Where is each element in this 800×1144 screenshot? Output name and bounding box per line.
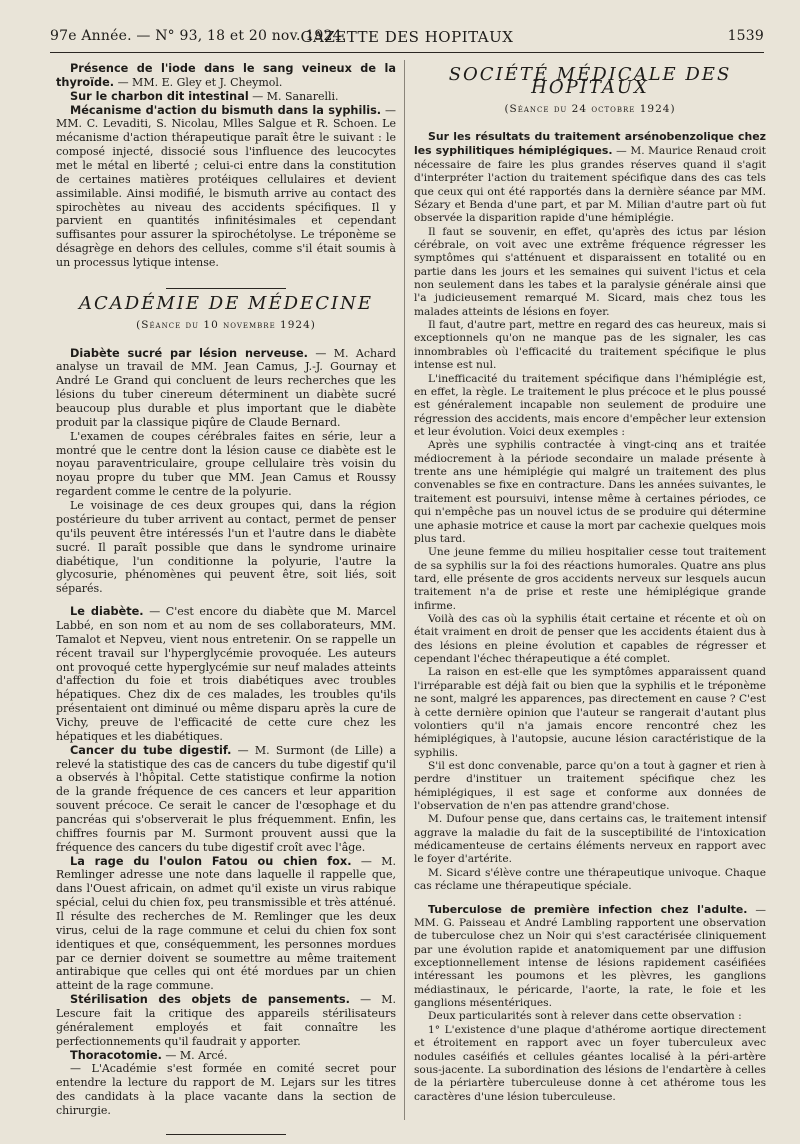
section-date: (Séance du 10 novembre 1924) bbox=[136, 318, 316, 331]
article-rage: La rage du l'oulon Fatou ou chien fox. — M. Remlinger adresse une note dans laquelle il rappelle que, dans l'Ouest africain, on admet qu'il existe un virus rabique spécial, celui du chien fox, peu transmissible et très atténué. Il résulte des recherches de M. Remlinger que les deux virus, celui de la rage commune et celui du chien fox sont identiques et que, conséquemment, les personnes mordues par ce dernier doivent se soumettre au même traitement antirabique que celles qui ont été mordues par un chien atteint de la rage commune. bbox=[56, 854, 396, 993]
section-academie bbox=[56, 288, 396, 333]
article-arsenobenzol: Sur les résultats du traitement arsénobenzolique chez les syphilitiques hémiplégiques. — M. Maurice Renaud croit nécessaire de faire les plus grandes réserves quand il s'agit d'interpréter l'action du traitement spécifique dans des cas tels que ceux qui ont été rapportés dans la dernière séance par MM. Sézary et Benda d'une part, et par M. Milian d'autre part où fut observée la disparition rapide d'une hémiplégie. Il faut se souvenir, en effet, qu'après des ictus par lésion cérébrale, on voit avec une extrême fréquence régresser les symptômes qui s'atténuent et disparaissent en totalité ou en partie dans les jours et les semaines qui suivent l'ictus et cela non seulement dans les tabes et la paralysie générale ainsi que l'a judicieusement remarqué M. Sicard, mais chez tous les malades atteints de lésions en foyer. Il faut, d'autre part, mettre en regard des cas heureux, mais si exceptionnels qu'on ne manque pas de les signaler, les cas innombrables où l'efficacité du traitement spécifique le plus intense est nul. L'inefficacité du traitement spécifique dans l'hémiplégie est, en effet, la règle. Le traitement le plus précoce et le plus poussé est généralement incapable non seulement de produire une régression des accidents, mais encore d'empêcher leur extension et leur évolution. Voici deux exemples : Après une syphilis contractée à vingt-cinq ans et traitée médiocrement à la période secondaire un malade présente à trente ans une hémiplégie qui malgré un traitement des plus convenables se fixe en contracture. Dans les années suivantes, le traitement est poursuivi, intense même à certaines périodes, ce qui n'empêche pas un nouvel ictus de se produire qui détermine une aphasie motrice et cause la mort par cachexie quelques mois plus tard. Une jeune femme du milieu hospitalier cesse tout traitement de sa syphilis sur la foi des réactions humorales. Quatre ans plus tard, elle présente de gros accidents nerveux sur lesquels aucun traitement n'a de prise et reste une hémiplégique grande infirme. Voilà des cas où la syphilis était certaine et récente et où on était vraiment en droit de penser que les accidents étaient dus à des lésions en pleine évolution et capables de régresser et cependant l'échec thérapeutique a été complet. La raison en est-elle que les symptômes apparaissent quand l'irréparable est déjà fait ou bien que la syphilis et le tréponème ne sont, malgré les apparences, pas directement en cause ? C'est à cette dernière opinion que l'auteur se rangerait d'autant plus volontiers qu'il n'a jamais encore rencontré chez les hémiplégiques, à l'autopsie, aucune lésion caractéristique de la syphilis. S'il est donc convenable, parce qu'on a tout à gagner et rien à perdre d'instituer un traitement spécifique chez les hémiplégiques, il est sage et conforme aux données de l'observation de n'en pas attendre grand'chose. M. Dufour pense que, dans certains cas, le traitement intensif aggrave la maladie du fait de la susceptibilité de l'intoxication médicamenteuse de certains éléments nerveux en rapport avec le foyer d'artérite. M. Sicard s'élève contre une thérapeutique univoque. Chaque cas réclame une thérapeutique spéciale. bbox=[414, 130, 766, 893]
journal-title: GAZETTE DES HOPITAUX bbox=[300, 28, 514, 46]
article-comite-secret: — L'Académie s'est formée en comité secret pour entendre la lecture du rapport de M. Lejars sur les titres des candidats à la place vacante dans la section de chirurgie. bbox=[56, 1062, 396, 1118]
column-divider bbox=[404, 60, 405, 1120]
right-column bbox=[414, 62, 766, 1113]
left-column bbox=[56, 62, 396, 1135]
section-date: (Séance du 24 octobre 1924) bbox=[504, 102, 676, 115]
header-rule bbox=[50, 52, 764, 53]
article-diabete-nerveux: Diabète sucré par lésion nerveuse. — M. Achard analyse un travail de MM. Jean Camus, J.-J. Gournay et André Le Grand qui concluent de leurs recherches que les lésions du tuber cinereum déterminent un diabète sucré beaucoup plus durable et plus important que le diabète produit par la classique piqûre de Claude Bernard. L'examen de coupes cérébrales faites en série, leur a montré que le centre dont la lésion cause ce diabète est le noyau paraventriculaire, groupe cellulaire très voisin du noyau propre du tuber que MM. Jean Camus et Roussy regardent comme le centre de la polyurie. Le voisinage de ces deux groupes qui, dans la région postérieure du tuber arrivent au contact, permet de penser qu'ils peuvent être intéressés l'un et l'autre dans le diabète sucré. Il paraît possible que dans le syndrome urinaire diabétique, l'un conditionne la polyurie, l'autre la glycosurie, phénomènes qui peuvent être, soit liés, soit séparés. bbox=[56, 346, 396, 596]
page-header bbox=[50, 28, 764, 50]
article-bismuth: Mécanisme d'action du bismuth dans la syphilis. — MM. C. Levaditi, S. Nicolau, Mlles Salgue et R. Schoen. Le mécanisme d'action thérapeutique paraît être le suivant : le composé injecté, dissocié sous l'influence des leucocytes met le métal en liberté ; celui-ci entre dans la constitution de certaines matières protéiques cellulaires et devient assimilable. Ainsi modifié, le bismuth arrive au contact des spirochètes au niveau des accidents spécifiques. Il y parvient en quantités infinitésimales et cependant suffisantes pour assurer la spirochétolyse. Le tréponème se désagrège en dehors des cellules, comme s'il était soumis à un processus lytique intense. bbox=[56, 103, 396, 270]
end-rule bbox=[166, 1134, 286, 1135]
article-cancer: Cancer du tube digestif. — M. Surmont (de Lille) a relevé la statistique des cas de cancers du tube digestif qu'il a observés à l'hôpital. Cette statistique confirme la notion de la grande fréquence de ces cancers et leur apparition souvent précoce. Ce serait le cancer de l'œsophage et du pancréas qui s'observerait le plus fréquemment. Enfin, les chiffres fournis par M. Surmont prouvent aussi que la fréquence des cancers du tube digestif croît avec l'âge. bbox=[56, 743, 396, 854]
article-sterilisation: Stérilisation des objets de pansements. — M. Lescure fait la critique des appareils stérilisateurs généralement employés et fait connaître les perfectionnements qu'il faudrait y apporter. bbox=[56, 993, 396, 1048]
article-charbon: Sur le charbon dit intestinal — M. Sanarelli. bbox=[70, 89, 339, 103]
section-rule bbox=[166, 288, 286, 289]
article-tuberculose: Tuberculose de première infection chez l'adulte. — MM. G. Paisseau et André Lambling rapportent une observation de tuberculose chez un Noir qui s'est caractérisée cliniquement par une évolution rapide et anatomiquement par une diffusion exceptionnellement intense de lésions rapidement caséifiées intéressant les poumons et les plèvres, les ganglions médiastinaux, le péricarde, l'aorte, la rate, le foie et les ganglions mésentériques. Deux particularités sont à relever dans cette observation : 1° L'existence d'une plaque d'athérome aortique directement et étroitement en rapport avec un foyer tuberculeux avec nodules caséifiés et cellules géantes localisé à la péri-artère sous-jacente. La subordination des lésions de l'endartère à celles de la périartère tuberculeuse donne à cet athérome tous les caractères d'une lésion tuberculeuse. bbox=[414, 902, 766, 1103]
issue-info: 97e Année. — N° 93, 18 et 20 nov. 1924. bbox=[50, 28, 347, 44]
page-number: 1539 bbox=[727, 28, 764, 44]
article-diabete: Le diabète. — C'est encore du diabète que M. Marcel Labbé, en son nom et au nom de ses collaborateurs, MM. Tamalot et Nepveu, vient nous entretenir. On se rappelle un récent travail sur l'hyperglycémie provoquée. Les auteurs ont provoqué cette hyperglycémie sur neuf malades atteints d'affection du foie et trois diabétiques avec troubles hépatiques. Chez dix de ces malades, les troubles qu'ils présentaient ont diminué ou même disparu après la cure de Vichy, preuve de l'efficacité de cette cure chez les hépatiques et les diabétiques. bbox=[56, 605, 396, 743]
section-title: SOCIÉTÉ MÉDICALE DES HOPITAUX bbox=[448, 64, 732, 99]
section-title: ACADÉMIE DE MÉDECINE bbox=[79, 292, 373, 314]
article-thoracotomie: Thoracotomie. — M. Arcé. bbox=[70, 1048, 228, 1062]
section-societe bbox=[414, 64, 766, 116]
article-iode: Présence de l'iode dans le sang veineux de la thyroïde. — MM. E. Gley et J. Cheymol. bbox=[56, 62, 396, 89]
